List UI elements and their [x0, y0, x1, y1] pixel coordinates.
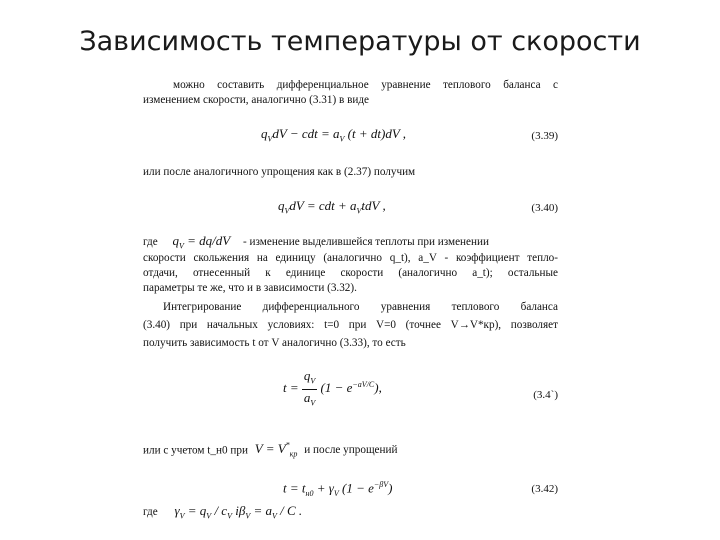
equation-3-39: $q_VdV$ − cdt = $a_V$ (t + dt)dV ,: [261, 126, 407, 144]
where-line-4: параметры те же, что и в зависимости (3.32).: [143, 282, 357, 294]
equation-number-3-42: (3.42): [531, 483, 558, 495]
paragraph-1-line-1: можно составить дифференциальное уравнение теплового баланса с: [173, 79, 558, 91]
where-line-3: отдачи, отнесенный к единице скорости (аналогично a_t); остальные: [143, 267, 558, 279]
equation-number-3-41: (3.4`): [533, 389, 558, 401]
slide-title: Зависимость температуры от скорости: [79, 26, 641, 57]
equation-3-42: $t = t_{н0} + \gamma_V$ $(1 - e^{-\beta V})$: [283, 480, 393, 498]
where-line-2: скорости скольжения на единицу (аналогично q_t), a_V - коэффициент тепло-: [143, 252, 558, 264]
where-line-1: где $q_V = dq/dV$ - изменение выделившейся теплоты при изменении: [143, 233, 489, 251]
paragraph-3-line-3: получить зависимость t от V аналогично (3.33), то есть: [143, 337, 406, 349]
gamma-definition: $\gamma_V = q_V / c_V$ $i\beta_V = a_V / C$ .: [174, 503, 303, 521]
qv-definition: $q_V = dq/dV$: [172, 233, 231, 251]
equation-3-41: t = $\frac{q_V}{a_V}$ $(1 - e^{-aV/C})$,: [283, 368, 382, 408]
paragraph-4: или с учетом t_н0 при $V = V^*_{кр}$ и после упрощений: [143, 441, 398, 459]
equation-3-40: $q_VdV$ = cdt + $a_VtdV$ ,: [278, 198, 386, 216]
velocity-condition: $V = V^*_{кр}$: [254, 441, 298, 459]
equation-number-3-39: (3.39): [531, 130, 558, 142]
where-line-gamma: где $\gamma_V = q_V / c_V$ $i\beta_V = a_V / C$ .: [143, 503, 303, 521]
paragraph-3-line-2: (3.40) при начальных условиях: t=0 при V=0 (точнее V→V*кр), позволяет: [143, 319, 558, 331]
scanned-page: [143, 70, 568, 530]
equation-number-3-40: (3.40): [531, 202, 558, 214]
paragraph-2: или после аналогичного упрощения как в (2.37) получим: [143, 166, 416, 178]
paragraph-3-line-1: Интегрирование дифференциального уравнения теплового баланса: [163, 301, 558, 313]
paragraph-1-line-2: изменением скорости, аналогично (3.31) в виде: [143, 94, 369, 106]
